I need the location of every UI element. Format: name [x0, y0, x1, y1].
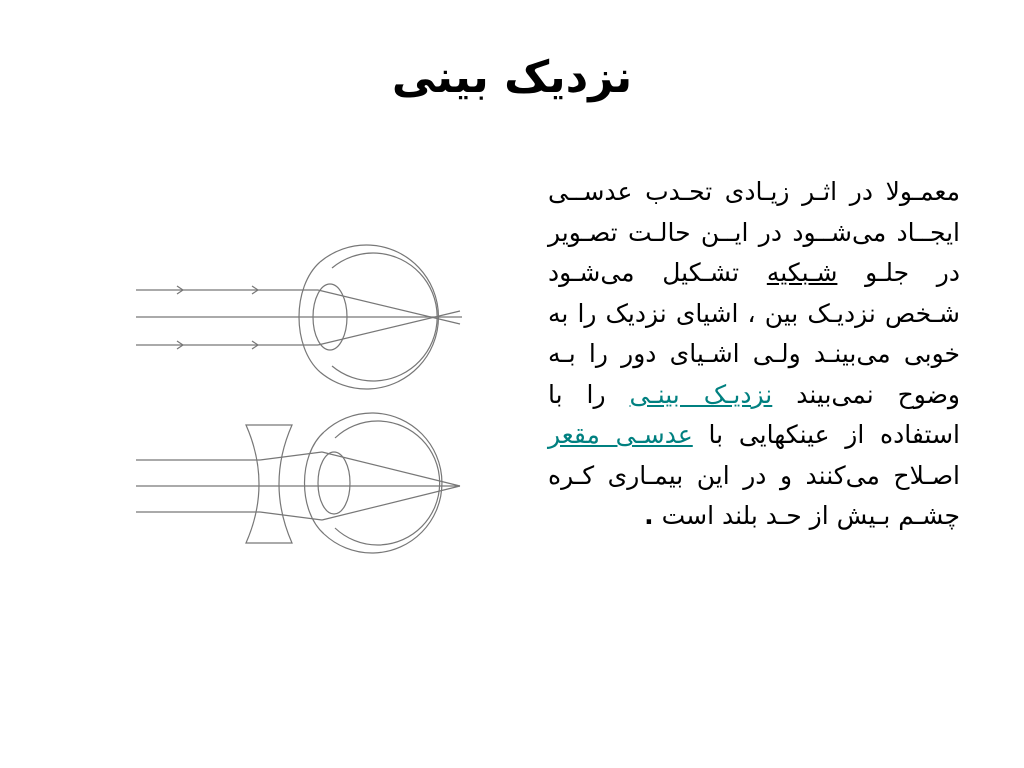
bottom-eye-group	[136, 413, 460, 553]
concave-lens-link[interactable]: عدسـی مقعر	[548, 420, 693, 449]
body-text-part4: اصـلاح می‌کنند و در این بیمـاری کـره چشـم بـیش از حـد بلند است	[548, 460, 960, 530]
slide-title: نزدیک بینی	[391, 52, 633, 103]
bottom-diverging-ray-1	[260, 452, 322, 460]
body-text-part2: تشـکیل می‌شـود شـخص نزدیـک بین ، اشیای نزدیک را به خوبی می‌بینـد ولـی اشـیای دور را بـه وضوح نمی‌بیند	[548, 258, 960, 409]
end-mark: .	[644, 501, 654, 530]
myopia-eye-diagram	[118, 222, 468, 557]
body-text-part3: را با استفاده از عینکهایی با	[548, 379, 960, 449]
top-eye-group	[136, 245, 462, 389]
body-paragraph	[548, 172, 960, 537]
concave-lens	[246, 425, 292, 543]
body-text-part1: معمـولا در اثـر زیـادی تحـدب عدســی ایجــاد می‌شــود در ایــن حالـت تصـویر در جلـو	[548, 177, 960, 287]
bottom-diverging-ray-3	[260, 512, 322, 520]
bottom-eyeball	[324, 413, 442, 553]
bottom-retina	[335, 421, 440, 545]
top-refracted-ray-3	[318, 311, 460, 345]
top-refracted-ray-1	[318, 290, 460, 324]
retina-underlined-term: شـبکیه	[766, 258, 838, 287]
myopia-link[interactable]: نزدیـک بینـی	[629, 379, 773, 409]
bottom-refracted-ray-1	[322, 452, 460, 486]
bottom-lens	[318, 452, 350, 514]
